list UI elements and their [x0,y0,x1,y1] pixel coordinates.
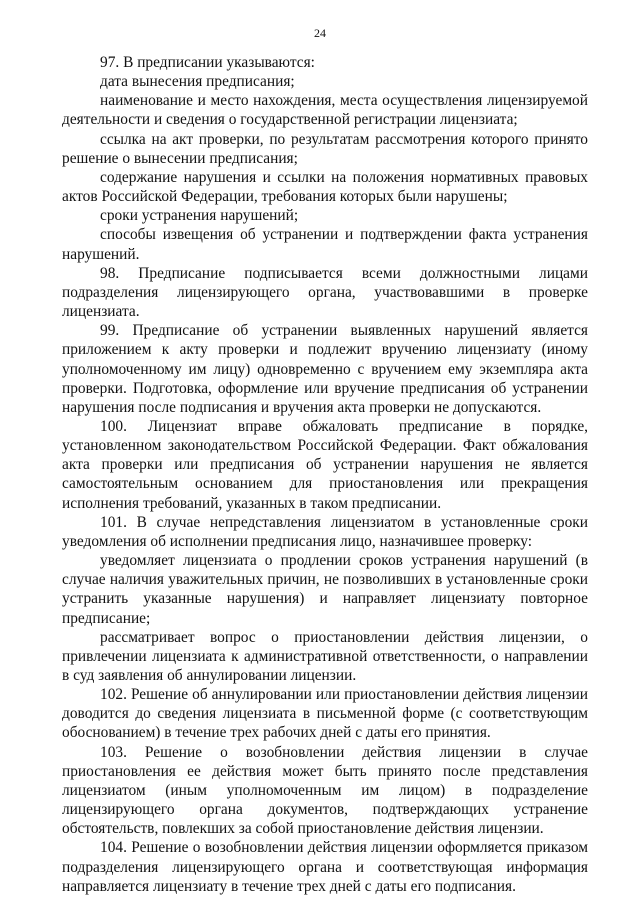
page-number: 24 [314,26,326,40]
paragraph-104: 104. Решение о возобновлении действия лицензии оформляется приказом подразделения лицензирующего органа и соответствующая информация направляется лицензиату в течение трех дней с даты его подписания. [62,839,588,895]
list-item-act-reference: ссылка на акт проверки, по результатам рассмотрения которого принято решение о вынесении предписания; [62,130,588,167]
list-item-deadlines: сроки устранения нарушений; [100,207,299,225]
paragraph-99: 99. Предписание об устранении выявленных нарушений является приложением к акту проверки и подлежит вручению лицензиату (иному уполномоченному им лицу) одновременно с вручением ему экземпляра акта проверки. Подготовка, оформление или вручение предписания об устранении нарушения после подписания и вручения акта проверки не допускаются. [62,322,588,416]
list-item-date: дата вынесения предписания; [100,73,295,91]
paragraph-98: 98. Предписание подписывается всеми должностными лицами подразделения лицензирующего органа, участвовавшими в проверке лицензиата. [62,264,588,321]
list-item-violation-content: содержание нарушения и ссылки на положения нормативных правовых актов Российской Федерации, требования которых были нарушены; [62,168,588,206]
list-item-name-location: наименование и место нахождения, места осуществления лицензируемой деятельности и сведения о государственной регистрации лицензиата; [62,92,588,129]
paragraph-97: 97. В предписании указываются: [100,54,315,71]
paragraph-103: 103. Решение о возобновлении действия лицензии в случае приостановления ее действия может быть принято после представления лицензиатом (иным уполномоченным им лицом) в подразделение лицензирующего органа документов, подтверждающих устранение обстоятельств, повлекших за собой приостановление действия лицензии. [62,743,588,838]
paragraph-101: 101. В случае непредставления лицензиатом в установленные сроки уведомления об исполнении предписания лицо, назначившее проверку: [62,513,588,550]
list-item-notify-extension: уведомляет лицензиата о продлении сроков устранения нарушений (в случае наличия уважительных причин, не позволивших в установленные сроки устранить указанные нарушения) и направляет лицензиату повторное предписание; [62,552,588,627]
paragraph-102: 102. Решение об аннулировании или приостановлении действия лицензии доводится до сведения лицензиата в письменной форме (с соответствующим обоснованием) в течение трех рабочих дней с даты его принятия. [62,686,588,742]
list-item-notification-methods: способы извещения об устранении и подтверждении факта устранения нарушений. [62,226,588,263]
document-body [62,53,588,896]
list-item-consider-suspension: рассматривает вопрос о приостановлении действия лицензии, о привлечении лицензиата к административной ответственности, о направлении в суд заявления об аннулировании лицензии. [62,628,588,684]
paragraph-100: 100. Лицензиат вправе обжаловать предписание в порядке, установленном законодательством Российской Федерации. Факт обжалования акта проверки или предписания об устранении нарушения не является самостоятельным основанием для приостановления или прекращения исполнения требований, указанных в таком предписании. [62,417,588,512]
